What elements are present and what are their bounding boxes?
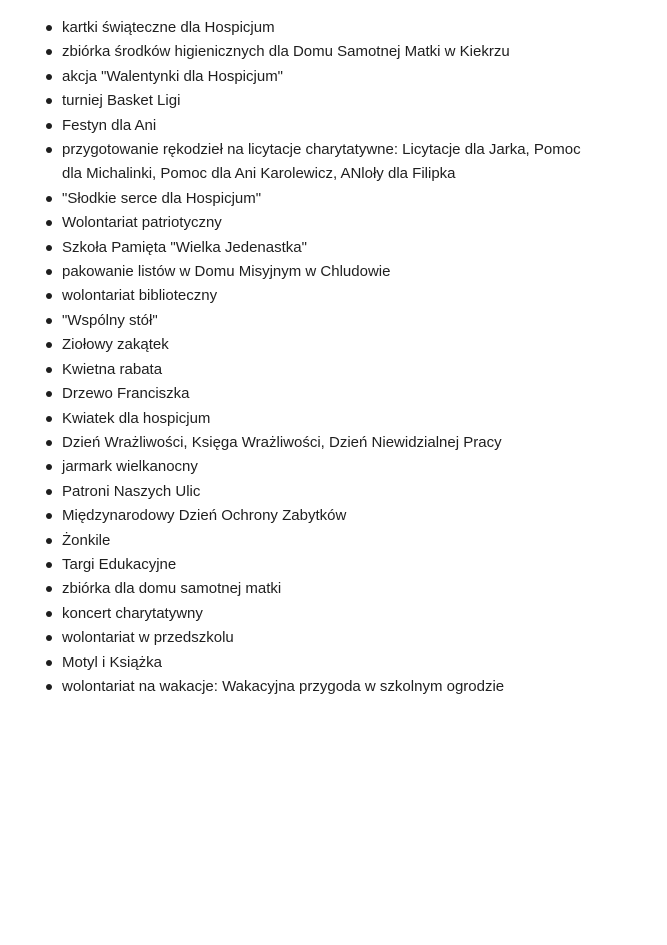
list-item	[44, 138, 604, 187]
list-item-text: przygotowanie rękodzieł na licytacje charytatywne: Licytacje dla Jarka, Pomoc dla Michalinki, Pomoc dla Ani Karolewicz, ANloły dla Filipka	[62, 141, 581, 183]
list-item	[44, 284, 604, 308]
list-item-text: Patroni Naszych Ulic	[62, 482, 201, 500]
bullet-icon	[46, 25, 52, 31]
bullet-icon	[46, 220, 52, 226]
list-item-text: pakowanie listów w Domu Misyjnym w Chludowie	[62, 263, 391, 281]
list-item	[44, 480, 604, 504]
list-item-text: zbiórka dla domu samotnej matki	[62, 580, 282, 598]
list-item	[44, 529, 604, 553]
bullet-icon	[46, 562, 52, 568]
list-item	[44, 504, 604, 528]
bullet-icon	[46, 611, 52, 617]
list-item	[44, 211, 604, 235]
list-item-text: wolontariat w przedszkolu	[62, 629, 234, 647]
bullet-icon	[46, 513, 52, 519]
list-item	[44, 651, 604, 675]
activity-list	[44, 16, 604, 699]
bullet-icon	[46, 489, 52, 495]
list-item-text: Międzynarodowy Dzień Ochrony Zabytków	[62, 507, 347, 525]
bullet-icon	[46, 440, 52, 446]
bullet-icon	[46, 123, 52, 129]
bullet-icon	[46, 98, 52, 104]
list-item-text: Żonkile	[62, 531, 111, 549]
bullet-icon	[46, 49, 52, 55]
list-item	[44, 65, 604, 89]
list-item	[44, 675, 604, 699]
bullet-icon	[46, 318, 52, 324]
bullet-icon	[46, 660, 52, 666]
bullet-icon	[46, 416, 52, 422]
list-item-text: Dzień Wrażliwości, Księga Wrażliwości, Dzień Niewidzialnej Pracy	[62, 433, 502, 451]
bullet-icon	[46, 74, 52, 80]
list-item	[44, 602, 604, 626]
bullet-icon	[46, 367, 52, 373]
list-item-text: jarmark wielkanocny	[62, 458, 198, 476]
list-item-text: Festyn dla Ani	[62, 116, 157, 134]
bullet-icon	[46, 635, 52, 641]
list-item	[44, 577, 604, 601]
list-item	[44, 260, 604, 284]
list-item	[44, 358, 604, 382]
bullet-icon	[46, 586, 52, 592]
list-item	[44, 40, 604, 64]
list-item-text: akcja "Walentynki dla Hospicjum"	[62, 67, 284, 85]
list-item	[44, 553, 604, 577]
list-item-text: Kwiatek dla hospicjum	[62, 409, 211, 427]
list-item-text: kartki świąteczne dla Hospicjum	[62, 19, 275, 36]
list-item	[44, 626, 604, 650]
list-item	[44, 382, 604, 406]
list-item	[44, 309, 604, 333]
bullet-icon	[46, 245, 52, 251]
list-item-text: "Wspólny stół"	[62, 311, 158, 329]
bullet-icon	[46, 269, 52, 275]
list-item-text: turniej Basket Ligi	[62, 92, 181, 110]
list-item	[44, 187, 604, 211]
bullet-icon	[46, 391, 52, 397]
list-item-text: Wolontariat patriotyczny	[62, 214, 222, 232]
bullet-icon	[46, 342, 52, 348]
bullet-icon	[46, 684, 52, 690]
list-item-text: wolontariat biblioteczny	[62, 287, 218, 305]
list-item-text: Ziołowy zakątek	[62, 336, 169, 354]
list-item-text: zbiórka środków higienicznych dla Domu Samotnej Matki w Kiekrzu	[62, 43, 510, 61]
list-item	[44, 407, 604, 431]
list-item-text: Szkoła Pamięta "Wielka Jedenastka"	[62, 238, 307, 256]
list-item-text: wolontariat na wakacje: Wakacyjna przygoda w szkolnym ogrodzie	[62, 677, 505, 695]
list-item	[44, 236, 604, 260]
list-item	[44, 455, 604, 479]
list-item-text: Motyl i Książka	[62, 653, 163, 671]
list-item	[44, 16, 604, 40]
bullet-icon	[46, 293, 52, 299]
bullet-icon	[46, 147, 52, 153]
list-item-text: "Słodkie serce dla Hospicjum"	[62, 189, 262, 207]
list-item	[44, 114, 604, 138]
bullet-icon	[46, 196, 52, 202]
list-item	[44, 333, 604, 357]
list-item	[44, 89, 604, 113]
bullet-icon	[46, 464, 52, 470]
list-item	[44, 431, 604, 455]
list-item-text: Targi Edukacyjne	[62, 555, 177, 573]
list-item-text: Drzewo Franciszka	[62, 385, 190, 403]
list-item-text: Kwietna rabata	[62, 360, 163, 378]
bullet-icon	[46, 538, 52, 544]
list-item-text: koncert charytatywny	[62, 604, 203, 622]
